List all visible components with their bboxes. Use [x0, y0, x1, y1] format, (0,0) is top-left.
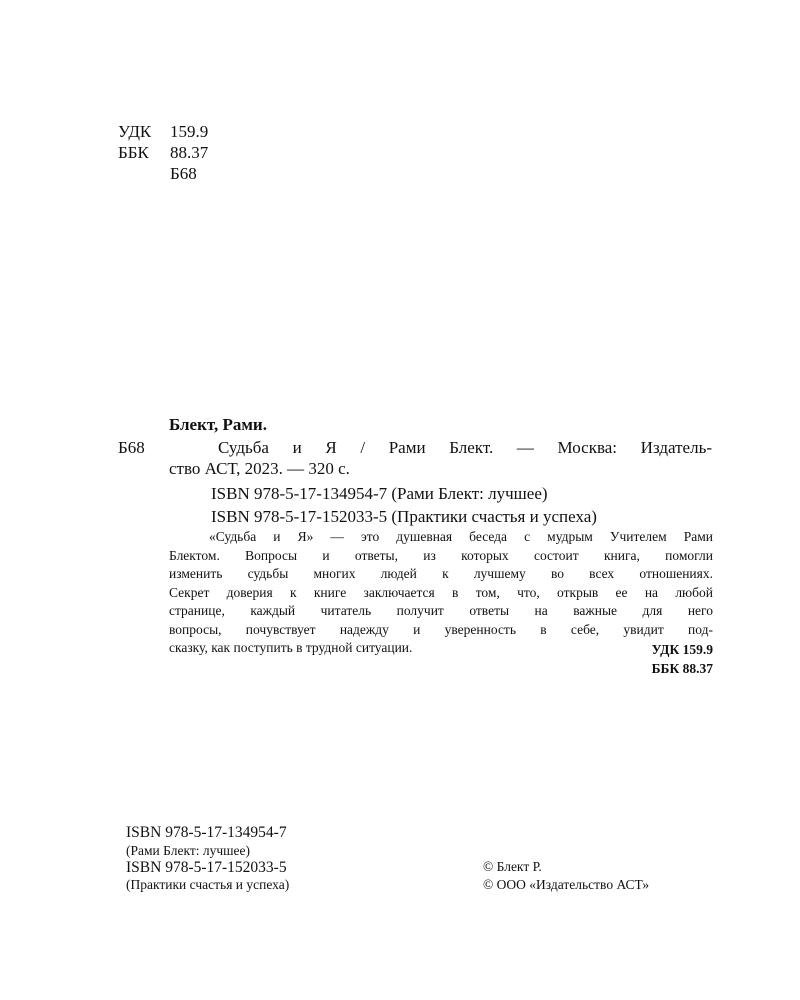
title-line-1: Судьба и Я / Рами Блект. — Москва: Издатель-: [218, 438, 712, 457]
author-heading: Блект, Рами.: [169, 415, 267, 434]
annotation-line: сказку, как поступить в трудной ситуации.: [169, 640, 413, 655]
annotation: [169, 528, 713, 658]
annotation-line: Секрет доверия к книге заключается в том, что, открыв ее на любой: [169, 584, 713, 600]
copyright-publisher: © ООО «Издательство АСТ»: [483, 877, 650, 892]
udk-value: 159.9: [170, 122, 209, 141]
annotation-line: вопросы, почувствует надежду и уверенность в себе, увидит под-: [169, 621, 713, 637]
bottom-isbn-2: ISBN 978-5-17-152033-5: [126, 859, 287, 876]
annotation-line: изменить судьбы многих людей к лучшему во всех отношениях.: [169, 566, 713, 581]
bottom-isbn-1: ISBN 978-5-17-134954-7: [126, 824, 287, 841]
copyright-author: © Блект Р.: [483, 859, 542, 874]
isbn-line-2: ISBN 978-5-17-152033-5 (Практики счастья и успеха): [211, 507, 597, 526]
bottom-series-2: (Практики счастья и успеха): [126, 877, 290, 892]
annotation-line: странице, каждый читатель получит ответы на важные для него: [169, 603, 713, 618]
bbk-value: 88.37: [170, 143, 209, 162]
top-bbk: [118, 142, 208, 163]
top-udk: [118, 121, 208, 142]
card-author-mark: Б68: [118, 438, 145, 457]
top-author-mark: Б68: [170, 164, 197, 183]
isbn-line-1: ISBN 978-5-17-134954-7 (Рами Блект: лучшее): [211, 484, 548, 503]
annotation-line: «Судьба и Я» — это душевная беседа с мудрым Учителем Рами: [209, 529, 713, 544]
bottom-series-1: (Рами Блект: лучшее): [126, 843, 250, 858]
bbk-label: ББК: [118, 143, 149, 162]
card-udk: УДК 159.9: [651, 642, 713, 657]
annotation-line: Блектом. Вопросы и ответы, из которых состоит книга, помогли: [169, 547, 713, 563]
udk-label: УДК: [118, 122, 152, 141]
card-bbk: ББК 88.37: [651, 661, 713, 676]
title-line-2: ство АСТ, 2023. — 320 с.: [169, 459, 350, 478]
